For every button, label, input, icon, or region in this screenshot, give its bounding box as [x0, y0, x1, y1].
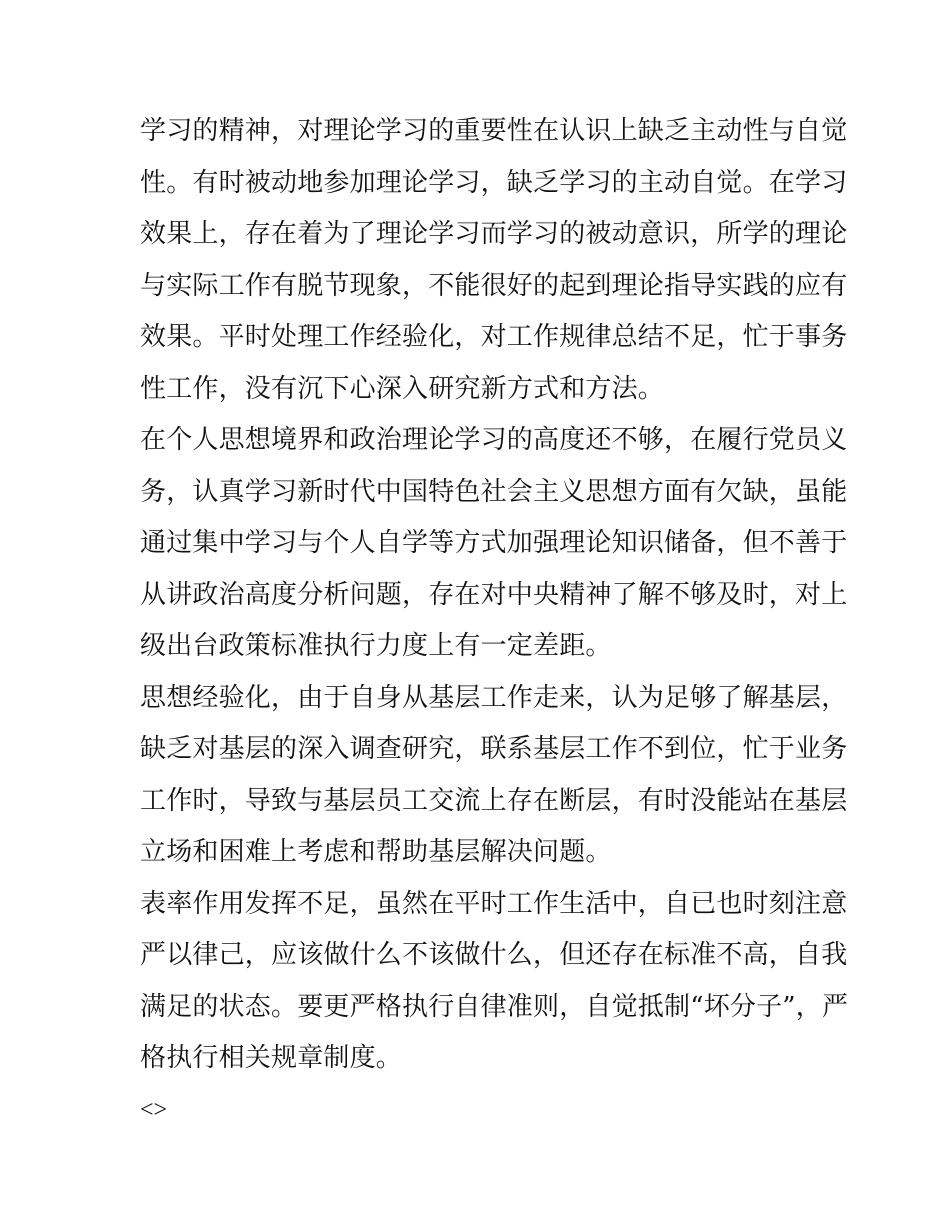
text-line: 从讲政治高度分析问题，存在对中央精神了解不够及时，对上	[140, 579, 848, 610]
paragraph-1	[140, 106, 848, 415]
text-line: 性。有时被动地参加理论学习，缺乏学习的主动自觉。在学习	[140, 167, 848, 198]
paragraph-2	[140, 415, 848, 673]
document-body	[140, 106, 849, 1136]
text-line: 严以律己，应该做什么不该做什么，但还存在标准不高，自我	[140, 940, 848, 970]
text-line: 务，认真学习新时代中国特色社会主义思想方面有欠缺，虽能	[140, 476, 848, 507]
text-line: 在个人思想境界和政治理论学习的高度还不够，在履行党员义	[140, 425, 848, 455]
text-line: 效果上，存在着为了理论学习而学习的被动意识，所学的理论	[140, 219, 848, 249]
text-line: 级出台政策标准执行力度上有一定差距。	[140, 631, 612, 661]
text-line: 效果。平时处理工作经验化，对工作规律总结不足，忙于事务	[140, 322, 848, 352]
text-line: 工作时，导致与基层员工交流上存在断层，有时没能站在基层	[140, 785, 848, 816]
paragraph-3	[140, 673, 848, 879]
text-line: 缺乏对基层的深入调查研究，联系基层工作不到位，忙于业务	[140, 734, 848, 764]
end-marker: <>	[140, 1096, 168, 1123]
text-line: 立场和困难上考虑和帮助基层解决问题。	[140, 837, 612, 867]
text-line: 思想经验化，由于自身从基层工作走来，认为足够了解基层，	[140, 682, 848, 713]
text-line: 通过集中学习与个人自学等方式加强理论知识储备，但不善于	[140, 528, 848, 558]
text-line: 格执行相关规章制度。	[140, 1043, 403, 1073]
paragraph-4	[140, 879, 849, 1085]
text-line: 性工作，没有沉下心深入研究新方式和方法。	[140, 373, 665, 404]
text-line: 表率作用发挥不足，虽然在平时工作生活中，自已也时刻注意	[140, 888, 848, 919]
text-line: 学习的精神，对理论学习的重要性在认识上缺乏主动性与自觉	[140, 116, 848, 146]
text-line: 满足的状态。要更严格执行自律准则，自觉抵制“坏分子”，严	[140, 991, 849, 1022]
text-line: 与实际工作有脱节现象，不能很好的起到理论指导实践的应有	[140, 270, 848, 301]
